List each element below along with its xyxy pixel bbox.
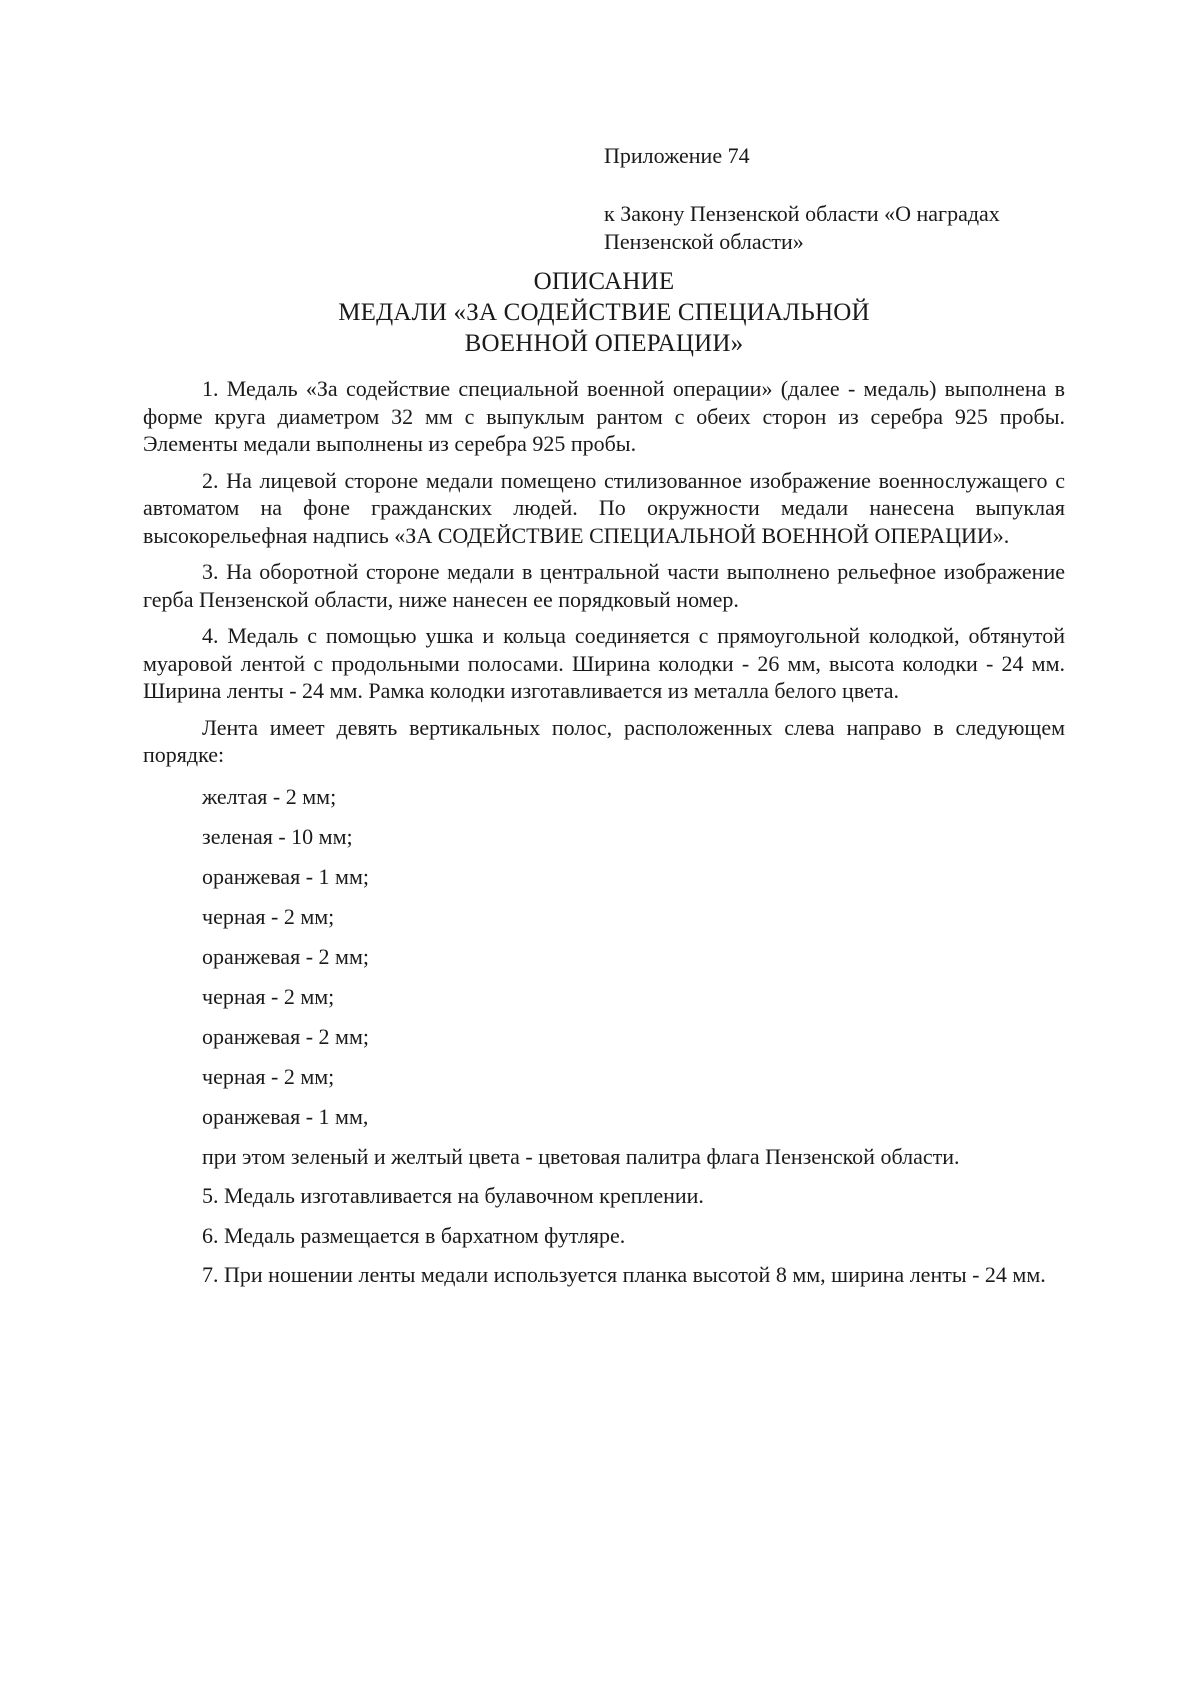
stripe-list	[143, 783, 1065, 1171]
title-line-3: ВОЕННОЙ ОПЕРАЦИИ»	[464, 330, 744, 357]
appendix-number: Приложение 74	[604, 143, 750, 168]
stripes-note: при этом зеленый и желтый цвета - цветовая палитра флага Пензенской области.	[202, 1143, 960, 1169]
paragraph-2: 2. На лицевой стороне медали помещено стилизованное изображение военнослужащего с автоматом на фоне гражданских людей. По окружности медали нанесена выпуклая высокорельефная надпись «ЗА СОДЕЙСТВИЕ СПЕЦИАЛЬНОЙ ВОЕННОЙ ОПЕРАЦИИ».	[143, 467, 1065, 548]
law-reference-line-2: Пензенской области»	[604, 229, 804, 254]
paragraph-3: 3. На оборотной стороне медали в центральной части выполнено рельефное изображение герба Пензенской области, ниже нанесен ее порядковый номер.	[143, 559, 1065, 612]
stripe-item: оранжевая - 2 мм;	[202, 1023, 369, 1049]
stripe-item: черная - 2 мм;	[202, 983, 335, 1009]
stripe-item: черная - 2 мм;	[202, 903, 335, 929]
paragraph-6: 6. Медаль размещается в бархатном футляре.	[202, 1222, 626, 1248]
paragraph-5: 5. Медаль изготавливается на булавочном креплении.	[202, 1183, 704, 1208]
stripe-item: желтая - 2 мм;	[202, 783, 337, 809]
paragraph-ribbon-intro: Лента имеет девять вертикальных полос, расположенных слева направо в следующем порядке:	[143, 714, 1065, 767]
title-line-1: ОПИСАНИЕ	[533, 268, 675, 295]
stripe-item: оранжевая - 1 мм;	[202, 863, 369, 889]
paragraph-4: 4. Медаль с помощью ушка и кольца соединяется с прямоугольной колодкой, обтянутой муаровой лентой с продольными полосами. Ширина колодки - 26 мм, высота колодки - 24 мм. Ширина ленты - 24 мм. Рамка колодки изготавливается из металла белого цвета.	[143, 623, 1065, 703]
title-line-2: МЕДАЛИ «ЗА СОДЕЙСТВИЕ СПЕЦИАЛЬНОЙ	[338, 299, 870, 326]
stripe-item: оранжевая - 1 мм,	[202, 1103, 369, 1129]
document-header	[604, 142, 1074, 256]
stripe-item: оранжевая - 2 мм;	[202, 943, 369, 969]
paragraph-1: 1. Медаль «За содействие специальной военной операции» (далее - медаль) выполнена в форме круга диаметром 32 мм с выпуклым рантом с обеих сторон из серебра 925 пробы. Элементы медали выполнены из серебра 925 пробы.	[143, 376, 1065, 456]
paragraph-7: 7. При ношении ленты медали используется планка высотой 8 мм, ширина ленты - 24 мм.	[202, 1262, 1046, 1287]
law-reference	[604, 200, 1074, 256]
stripe-item: черная - 2 мм;	[202, 1063, 335, 1089]
stripe-item: зеленая - 10 мм;	[202, 823, 353, 849]
document-title	[143, 266, 1065, 359]
law-reference-line-1: к Закону Пензенской области «О наградах	[604, 201, 1000, 226]
document-body	[143, 375, 1065, 1298]
